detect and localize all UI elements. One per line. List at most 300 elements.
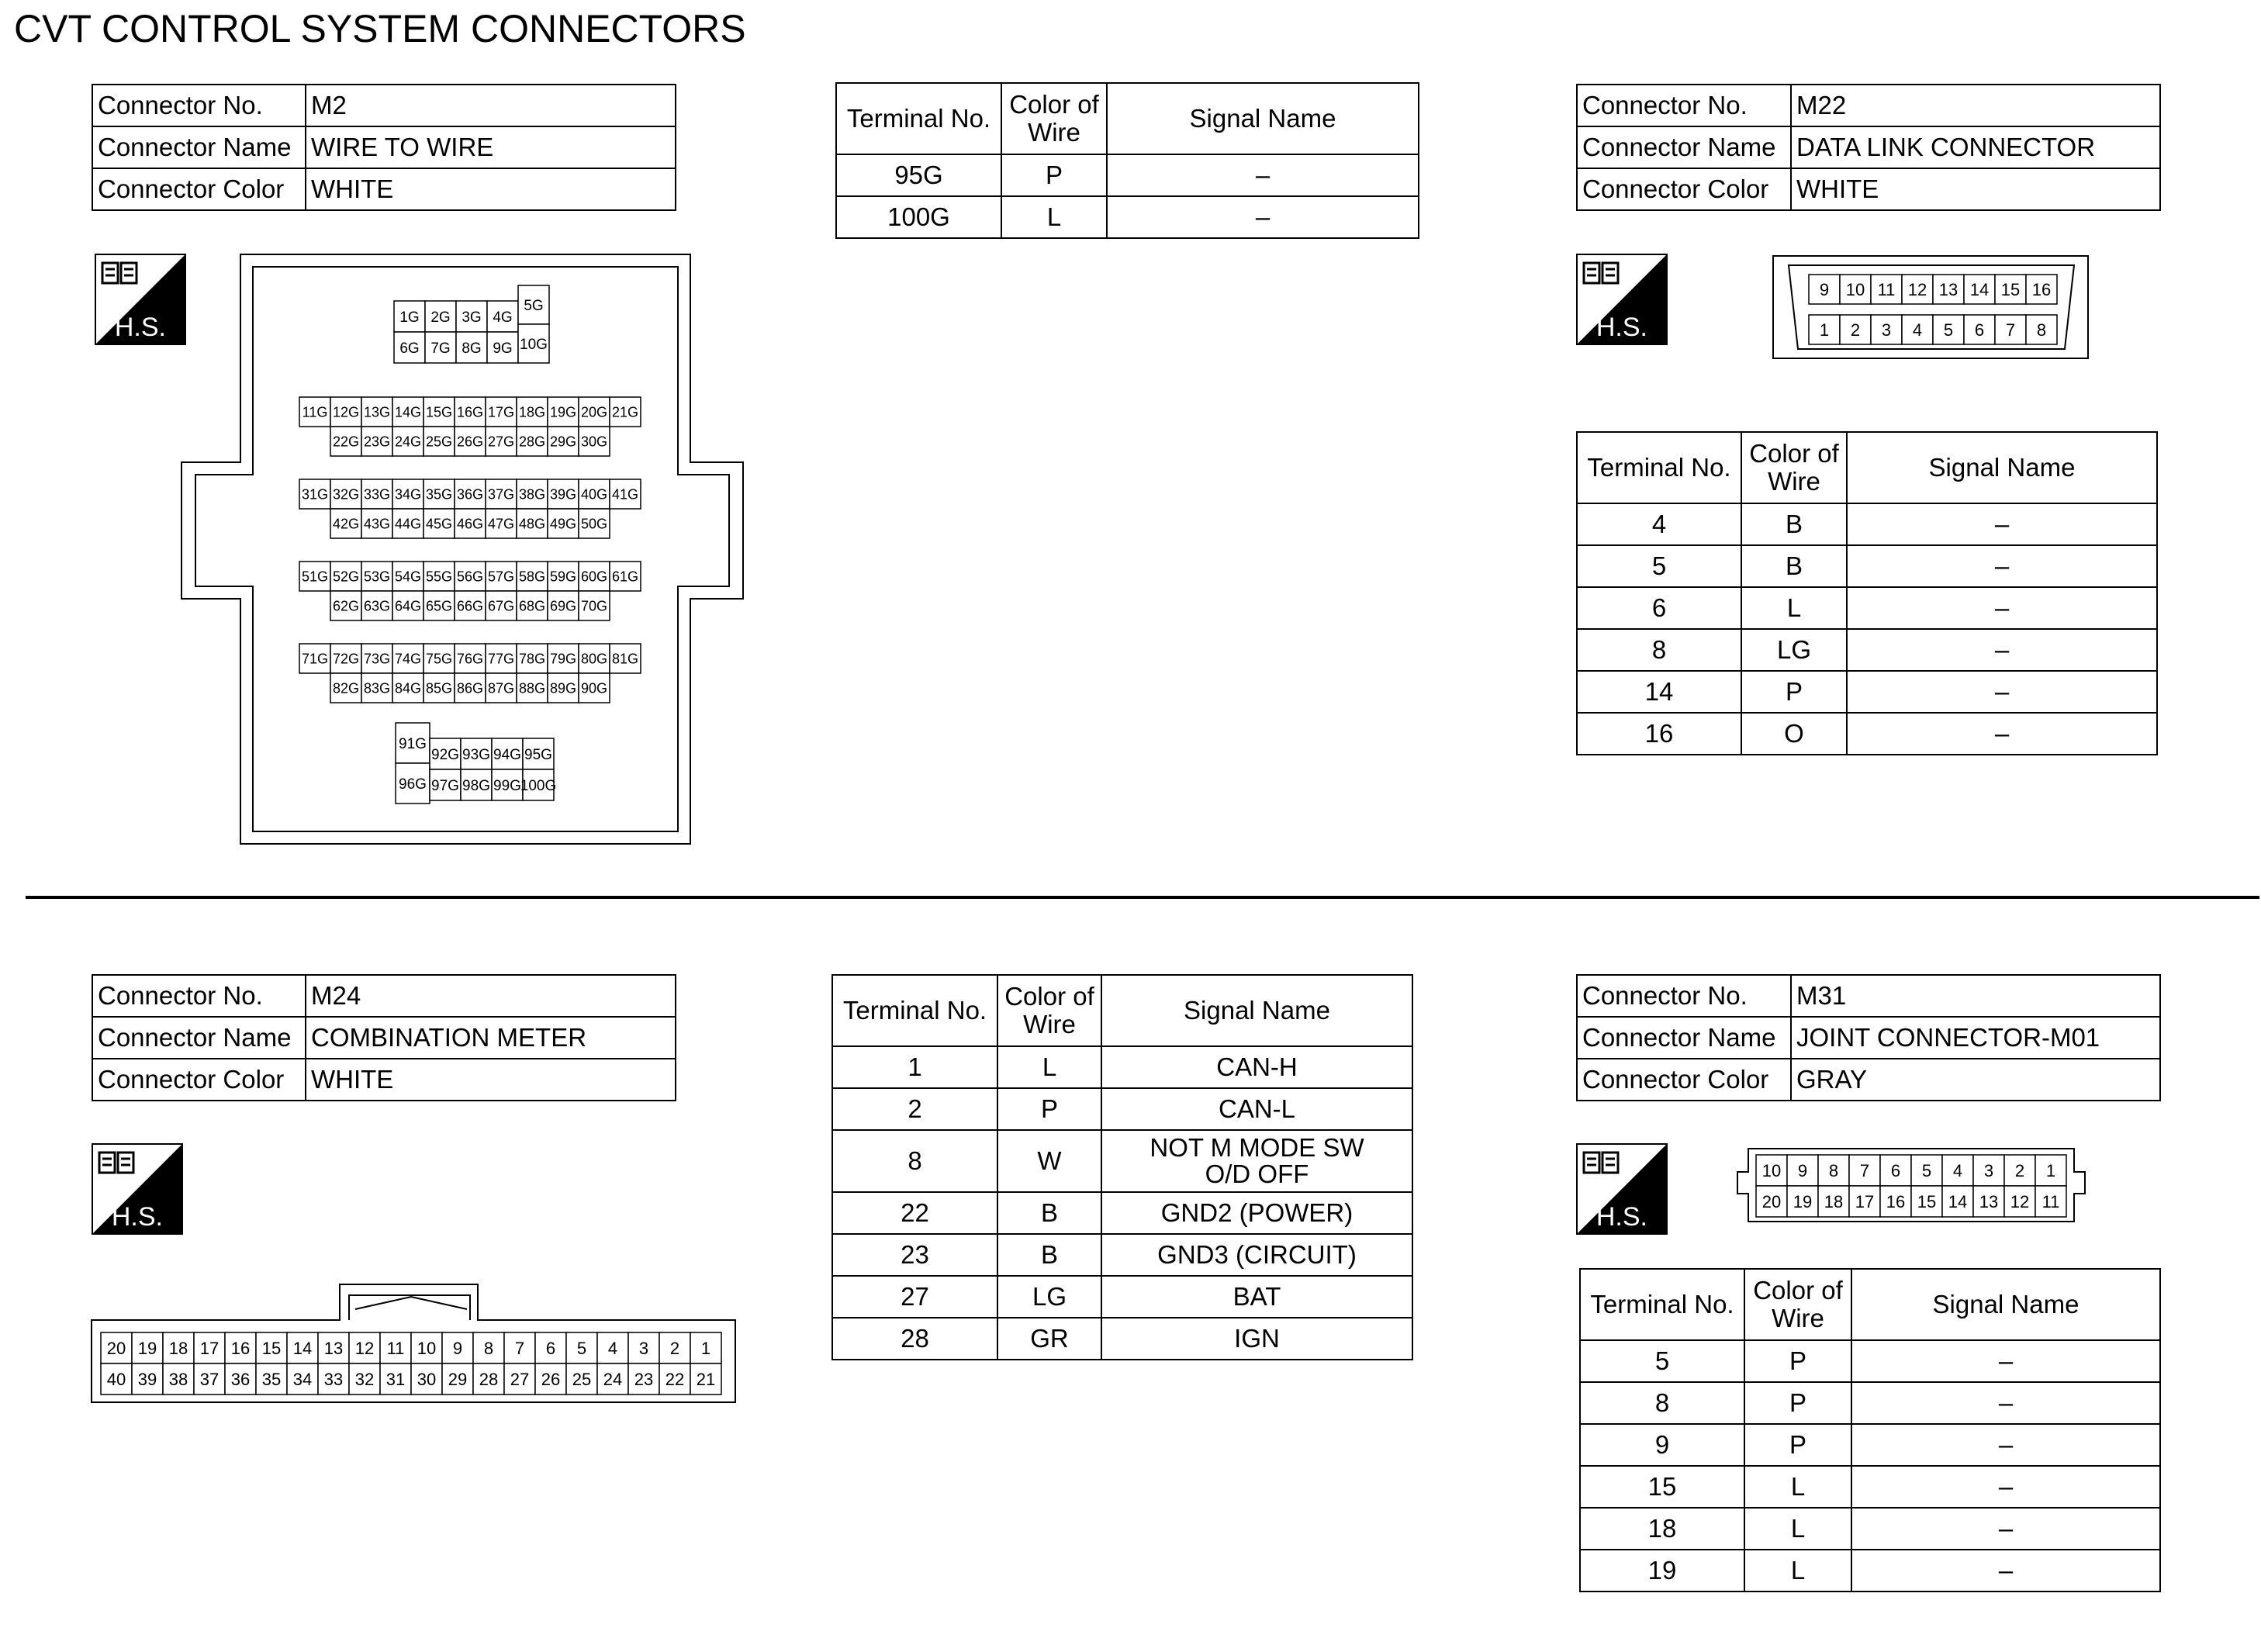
pin-label: 8 xyxy=(1828,1160,1839,1180)
pin-label: 14G xyxy=(394,404,422,420)
connector-pin xyxy=(424,509,455,538)
connector-pin xyxy=(1849,1155,1880,1186)
pin-label: 30G xyxy=(580,434,608,450)
connector-pin xyxy=(548,427,579,456)
connector-pin xyxy=(394,301,425,332)
signal-name-header: Signal Name xyxy=(1847,432,2157,503)
connector-pin xyxy=(396,723,430,763)
signal-name: – xyxy=(1851,1550,2160,1592)
pin-label: 38 xyxy=(168,1369,188,1389)
connector-color: WHITE xyxy=(306,168,676,210)
connector-pin xyxy=(579,644,610,673)
connector-pin xyxy=(486,562,517,591)
info-label: Connector Color xyxy=(1577,168,1791,210)
connector-color: GRAY xyxy=(1791,1059,2160,1101)
pin-label: 75G xyxy=(425,651,453,667)
pin-label: 22 xyxy=(665,1369,685,1389)
connector-pin xyxy=(299,397,330,427)
info-label: Connector Color xyxy=(92,168,306,210)
connector-pin xyxy=(299,562,330,591)
connector-pin xyxy=(1911,1155,1942,1186)
pin-label: 86G xyxy=(456,680,484,696)
connector-pin xyxy=(628,1363,659,1395)
wire-color: L xyxy=(1001,196,1107,238)
pin-label: 27 xyxy=(510,1369,530,1389)
pin-label: 24G xyxy=(394,434,422,450)
connector-pin xyxy=(361,427,392,456)
connector-pin xyxy=(361,397,392,427)
connector-number: M31 xyxy=(1791,975,2160,1017)
table-row xyxy=(832,1192,1412,1234)
connector-pin xyxy=(424,397,455,427)
connector-pin xyxy=(566,1363,597,1395)
pin-label: 24 xyxy=(603,1369,623,1389)
pin-label: 6 xyxy=(1890,1160,1901,1180)
table-row xyxy=(1580,1424,2160,1466)
connector-pin xyxy=(132,1332,163,1363)
connector-pin xyxy=(455,479,486,509)
pin-label: 66G xyxy=(456,598,484,614)
info-label: Connector Name xyxy=(1577,1017,1791,1059)
connector-pin xyxy=(579,509,610,538)
pin-label: 64G xyxy=(394,598,422,614)
pin-label: 25 xyxy=(572,1369,592,1389)
m2-terminal-table xyxy=(835,82,1419,239)
table-row xyxy=(1580,1466,2160,1508)
pin-label: 60G xyxy=(580,569,608,585)
connector-pin xyxy=(1818,1186,1849,1217)
connector-pin xyxy=(1880,1155,1911,1186)
connector-pin xyxy=(318,1363,349,1395)
connector-pin xyxy=(610,644,641,673)
connector-pin xyxy=(517,591,548,620)
connector-pin xyxy=(1818,1155,1849,1186)
terminal-no: 5 xyxy=(1577,545,1741,587)
connector-pin xyxy=(486,509,517,538)
connector-pin xyxy=(101,1363,132,1395)
connector-pin xyxy=(548,479,579,509)
connector-pin xyxy=(517,673,548,703)
pin-label: 77G xyxy=(487,651,515,667)
connector-pin xyxy=(1809,275,1840,304)
pin-label: 16G xyxy=(456,404,484,420)
connector-pin xyxy=(1787,1155,1818,1186)
connector-pin xyxy=(424,479,455,509)
table-row xyxy=(1577,587,2157,629)
info-label: Connector Color xyxy=(92,1059,306,1101)
connector-pin xyxy=(1809,315,1840,344)
connector-pin xyxy=(455,562,486,591)
pin-label: 19 xyxy=(1793,1191,1813,1211)
connector-pin xyxy=(1933,315,1964,344)
pin-label: 9G xyxy=(493,340,513,357)
hs-label: H.S. xyxy=(111,1202,163,1232)
connector-pin xyxy=(504,1332,535,1363)
pin-label: 50G xyxy=(580,516,608,532)
pin-label: 31 xyxy=(385,1369,406,1389)
connector-pin xyxy=(380,1363,411,1395)
pin-label: 2 xyxy=(669,1338,680,1358)
pin-label: 97G xyxy=(431,777,459,794)
connector-pin xyxy=(330,479,361,509)
pin-label: 43G xyxy=(363,516,391,532)
connector-pin xyxy=(548,562,579,591)
connector-pin xyxy=(361,562,392,591)
info-label: Connector Name xyxy=(92,126,306,168)
wire-color: O xyxy=(1741,713,1847,755)
connector-pin xyxy=(579,673,610,703)
connector-pin xyxy=(1973,1186,2004,1217)
connector-pin xyxy=(318,1332,349,1363)
pin-label: 34 xyxy=(292,1369,313,1389)
m2-info-table xyxy=(92,84,676,211)
section-divider xyxy=(26,896,2259,899)
pin-label: 33 xyxy=(323,1369,344,1389)
connector-pin xyxy=(579,591,610,620)
signal-name: – xyxy=(1847,629,2157,671)
pin-label: 11 xyxy=(2041,1191,2060,1211)
pin-label: 15 xyxy=(261,1338,282,1358)
connector-pin xyxy=(330,427,361,456)
signal-name: – xyxy=(1847,671,2157,713)
connector-color: WHITE xyxy=(1791,168,2160,210)
pin-label: 99G xyxy=(493,777,521,794)
signal-name: – xyxy=(1847,713,2157,755)
connector-pin xyxy=(1942,1155,1973,1186)
connector-pin xyxy=(548,644,579,673)
signal-name: GND3 (CIRCUIT) xyxy=(1101,1234,1412,1276)
connector-pin xyxy=(610,479,641,509)
hs-harness-side-icon xyxy=(1576,1143,1668,1235)
wire-color: L xyxy=(997,1046,1101,1088)
pin-label: 12 xyxy=(2010,1191,2030,1211)
connector-pin xyxy=(517,427,548,456)
wire-color-header: Color of Wire xyxy=(1741,432,1847,503)
table-row xyxy=(1580,1508,2160,1550)
pin-label: 35 xyxy=(261,1369,282,1389)
pin-label: 44G xyxy=(394,516,422,532)
connector-pin xyxy=(517,644,548,673)
connector-name: JOINT CONNECTOR-M01 xyxy=(1791,1017,2160,1059)
pin-label: 32 xyxy=(354,1369,375,1389)
connector-pin xyxy=(1995,275,2026,304)
wire-color: L xyxy=(1741,587,1847,629)
m24-connector-face xyxy=(90,1281,738,1405)
terminal-no: 2 xyxy=(832,1088,997,1130)
pin-label: 13G xyxy=(363,404,391,420)
pin-label: 1 xyxy=(700,1338,711,1358)
pin-label: 37G xyxy=(487,486,515,503)
connector-pin xyxy=(455,591,486,620)
connector-pin xyxy=(579,479,610,509)
table-header-row xyxy=(832,975,1412,1046)
pin-label: 49G xyxy=(549,516,577,532)
pin-label: 4 xyxy=(1912,320,1923,340)
table-row xyxy=(832,1234,1412,1276)
pin-label: 65G xyxy=(425,598,453,614)
wire-color-header: Color of Wire xyxy=(1744,1269,1851,1340)
pin-label: 17 xyxy=(1855,1191,1875,1211)
pin-label: 79G xyxy=(549,651,577,667)
pin-label: 40 xyxy=(106,1369,126,1389)
pin-label: 26G xyxy=(456,434,484,450)
wire-color: L xyxy=(1744,1508,1851,1550)
connector-name: DATA LINK CONNECTOR xyxy=(1791,126,2160,168)
connector-pin xyxy=(225,1332,256,1363)
connector-pin xyxy=(361,479,392,509)
connector-pin xyxy=(548,591,579,620)
pin-label: 15 xyxy=(2000,279,2021,299)
table-row xyxy=(1577,671,2157,713)
connector-pin xyxy=(430,738,461,769)
connector-pin xyxy=(392,644,424,673)
signal-name: CAN-L xyxy=(1101,1088,1412,1130)
pin-label: 18 xyxy=(168,1338,188,1358)
connector-pin xyxy=(394,332,425,363)
connector-name: WIRE TO WIRE xyxy=(306,126,676,168)
connector-pin xyxy=(1964,315,1995,344)
pin-label: 56G xyxy=(456,569,484,585)
signal-name: – xyxy=(1107,196,1419,238)
pin-label: 5 xyxy=(1921,1160,1932,1180)
pin-label: 20G xyxy=(580,404,608,420)
pin-label: 7 xyxy=(1859,1160,1870,1180)
wire-color-header: Color of Wire xyxy=(997,975,1101,1046)
info-label: Connector No. xyxy=(92,975,306,1017)
connector-pin xyxy=(486,479,517,509)
pin-label: 47G xyxy=(487,516,515,532)
connector-pin xyxy=(287,1363,318,1395)
pin-label: 4 xyxy=(1952,1160,1963,1180)
connector-pin xyxy=(456,332,487,363)
signal-name: CAN-H xyxy=(1101,1046,1412,1088)
connector-pin xyxy=(579,562,610,591)
connector-pin xyxy=(486,427,517,456)
pin-label: 14 xyxy=(1969,279,1990,299)
pin-label: 32G xyxy=(332,486,360,503)
connector-pin xyxy=(520,769,556,800)
connector-pin xyxy=(256,1332,287,1363)
pin-label: 62G xyxy=(332,598,360,614)
connector-pin xyxy=(1942,1186,1973,1217)
page-title: CVT CONTROL SYSTEM CONNECTORS xyxy=(14,7,746,50)
info-label: Connector No. xyxy=(92,85,306,126)
pin-label: 28G xyxy=(518,434,546,450)
pin-label: 78G xyxy=(518,651,546,667)
pin-label: 5G xyxy=(524,297,544,314)
signal-name: – xyxy=(1851,1424,2160,1466)
connector-pin xyxy=(461,738,492,769)
pin-label: 14 xyxy=(1948,1191,1968,1211)
pin-label: 8 xyxy=(483,1338,494,1358)
pin-label: 73G xyxy=(363,651,391,667)
pin-label: 52G xyxy=(332,569,360,585)
connector-pin xyxy=(579,397,610,427)
connector-pin xyxy=(518,324,549,363)
m31-terminal-table xyxy=(1579,1268,2161,1592)
wire-color: W xyxy=(997,1130,1101,1192)
info-label: Connector No. xyxy=(1577,85,1791,126)
connector-pin xyxy=(1933,275,1964,304)
terminal-no: 95G xyxy=(836,154,1001,196)
connector-pin xyxy=(442,1363,473,1395)
pin-label: 8G xyxy=(462,340,482,357)
signal-name: – xyxy=(1107,154,1419,196)
pin-label: 13 xyxy=(1938,279,1958,299)
pin-label: 12G xyxy=(332,404,360,420)
table-row xyxy=(836,196,1419,238)
connector-pin xyxy=(256,1363,287,1395)
connector-pin xyxy=(225,1363,256,1395)
connector-pin xyxy=(492,738,523,769)
connector-pin xyxy=(392,427,424,456)
connector-pin xyxy=(548,509,579,538)
info-label: Connector Name xyxy=(92,1017,306,1059)
signal-name: BAT xyxy=(1101,1276,1412,1318)
hs-label: H.S. xyxy=(1595,313,1647,342)
connector-pin xyxy=(473,1332,504,1363)
connector-pin xyxy=(361,644,392,673)
terminal-no: 28 xyxy=(832,1318,997,1360)
connector-pin xyxy=(392,509,424,538)
connector-pin xyxy=(610,562,641,591)
table-row xyxy=(1577,545,2157,587)
pin-label: 17G xyxy=(487,404,515,420)
connector-pin xyxy=(1880,1186,1911,1217)
connector-pin xyxy=(486,591,517,620)
connector-pin xyxy=(425,301,456,332)
connector-pin xyxy=(492,769,523,800)
table-row xyxy=(832,1318,1412,1360)
pin-label: 12 xyxy=(354,1338,375,1358)
connector-pin xyxy=(330,509,361,538)
m31-info-table xyxy=(1576,974,2161,1101)
pin-label: 85G xyxy=(425,680,453,696)
pin-label: 29G xyxy=(549,434,577,450)
pin-label: 53G xyxy=(363,569,391,585)
pin-label: 8 xyxy=(2036,320,2047,340)
connector-pin xyxy=(597,1363,628,1395)
pin-label: 98G xyxy=(462,777,490,794)
connector-pin xyxy=(455,397,486,427)
connector-pin xyxy=(535,1363,566,1395)
connector-pin xyxy=(424,562,455,591)
connector-pin xyxy=(487,301,518,332)
pin-label: 9 xyxy=(452,1338,463,1358)
wire-color: LG xyxy=(997,1276,1101,1318)
connector-pin xyxy=(101,1332,132,1363)
connector-pin xyxy=(330,591,361,620)
pin-label: 18G xyxy=(518,404,546,420)
pin-label: 26 xyxy=(541,1369,561,1389)
pin-label: 3 xyxy=(1983,1160,1994,1180)
connector-pin xyxy=(455,509,486,538)
connector-pin xyxy=(523,738,554,769)
connector-number: M24 xyxy=(306,975,676,1017)
signal-name: NOT M MODE SW O/D OFF xyxy=(1101,1130,1412,1192)
hs-label: H.S. xyxy=(114,313,166,342)
connector-pin xyxy=(1902,275,1933,304)
pin-label: 7G xyxy=(430,340,451,357)
table-row xyxy=(1577,629,2157,671)
pin-label: 20 xyxy=(1761,1191,1782,1211)
pin-label: 92G xyxy=(431,746,459,763)
terminal-no: 8 xyxy=(1577,629,1741,671)
connector-pin xyxy=(2035,1155,2066,1186)
pin-label: 6 xyxy=(1974,320,1985,340)
connector-pin xyxy=(517,509,548,538)
connector-pin xyxy=(361,591,392,620)
table-row xyxy=(92,1059,676,1101)
hs-harness-side-icon xyxy=(92,1143,183,1235)
connector-pin xyxy=(1840,275,1871,304)
table-row xyxy=(1577,713,2157,755)
pin-label: 90G xyxy=(580,680,608,696)
pin-label: 55G xyxy=(425,569,453,585)
wire-color: LG xyxy=(1741,629,1847,671)
pin-label: 13 xyxy=(1979,1191,1999,1211)
pin-label: 14 xyxy=(292,1338,313,1358)
connector-pin xyxy=(690,1332,721,1363)
pin-label: 81G xyxy=(611,651,639,667)
connector-pin xyxy=(659,1363,690,1395)
terminal-no-header: Terminal No. xyxy=(1577,432,1741,503)
signal-name-header: Signal Name xyxy=(1101,975,1412,1046)
connector-pin xyxy=(690,1363,721,1395)
signal-name-header: Signal Name xyxy=(1851,1269,2160,1340)
pin-label: 89G xyxy=(549,680,577,696)
signal-name: – xyxy=(1847,503,2157,545)
connector-pin xyxy=(392,562,424,591)
pin-label: 94G xyxy=(493,746,521,763)
pin-label: 19 xyxy=(137,1338,157,1358)
table-row xyxy=(92,975,676,1017)
m24-terminal-table xyxy=(831,974,1413,1360)
connector-pin xyxy=(380,1332,411,1363)
pin-label: 9 xyxy=(1797,1160,1808,1180)
connector-pin xyxy=(330,644,361,673)
pin-label: 91G xyxy=(399,735,427,752)
wire-color: B xyxy=(997,1192,1101,1234)
pin-label: 9 xyxy=(1819,279,1830,299)
connector-pin xyxy=(659,1332,690,1363)
connector-pin xyxy=(299,479,330,509)
m22-connector-face xyxy=(1772,254,2091,361)
pin-label: 15 xyxy=(1917,1191,1937,1211)
pin-label: 35G xyxy=(425,486,453,503)
connector-number: M2 xyxy=(306,85,676,126)
connector-pin xyxy=(425,332,456,363)
signal-name-header: Signal Name xyxy=(1107,83,1419,154)
table-row xyxy=(1577,503,2157,545)
pin-label: 1G xyxy=(399,309,420,326)
connector-pin xyxy=(597,1332,628,1363)
table-row xyxy=(1580,1550,2160,1592)
signal-name: – xyxy=(1851,1508,2160,1550)
m31-connector-face xyxy=(1733,1144,2090,1228)
table-row xyxy=(1577,168,2160,210)
connector-pin xyxy=(330,397,361,427)
pin-label: 82G xyxy=(332,680,360,696)
pin-label: 84G xyxy=(394,680,422,696)
terminal-no: 8 xyxy=(1580,1382,1744,1424)
signal-name: GND2 (POWER) xyxy=(1101,1192,1412,1234)
connector-pin xyxy=(194,1363,225,1395)
table-row xyxy=(92,85,676,126)
table-header-row xyxy=(1580,1269,2160,1340)
pin-label: 10 xyxy=(1845,279,1865,299)
terminal-no: 6 xyxy=(1577,587,1741,629)
